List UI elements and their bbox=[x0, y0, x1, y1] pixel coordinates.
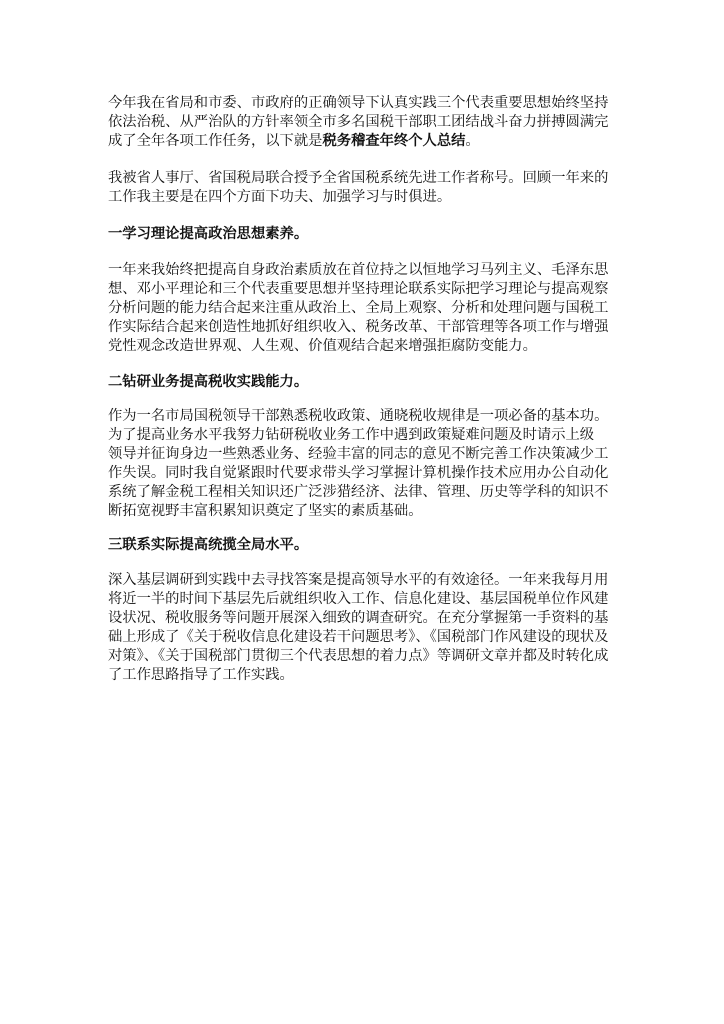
text-line: 一年来我始终把提高自身政治素质放在首位持之以恒地学习马列主义、毛泽东思 bbox=[108, 262, 609, 278]
text-line: 我被省人事厅、省国税局联合授予全省国税系统先进工作者称号。回顾一年来的 bbox=[108, 170, 609, 186]
paragraph-2 bbox=[108, 169, 620, 207]
text-line: 础上形成了《关于税收信息化建设若干问题思考》、《国税部门作风建设的现状及 bbox=[108, 629, 609, 645]
text-span: 成了全年各项工作任务，以下就是 bbox=[108, 133, 323, 149]
text-line: 了工作思路指导了工作实践。 bbox=[108, 667, 294, 683]
heading-text: 二钻研业务提高税收实践能力。 bbox=[108, 374, 309, 390]
section-2-body bbox=[108, 407, 620, 521]
text-line: 设状况、税收服务等问题开展深入细致的调查研究。在充分掌握第一手资料的基 bbox=[108, 610, 609, 626]
section-1-body bbox=[108, 261, 620, 356]
text-line: 断拓宽视野丰富积累知识奠定了坚实的素质基础。 bbox=[108, 503, 423, 519]
document-title-emphasis: 税务稽查年终个人总结 bbox=[322, 133, 466, 149]
text-line: 依法治税、从严治队的方针率领全市多名国税干部职工团结战斗奋力拼搏圆满完 bbox=[108, 114, 609, 130]
intro-paragraph bbox=[108, 94, 620, 151]
section-1-heading bbox=[108, 225, 620, 244]
text-line: 对策》、《关于国税部门贯彻三个代表思想的着力点》等调研文章并都及时转化成 bbox=[108, 648, 609, 664]
text-line: 作实际结合起来创造性地抓好组织收入、税务改革、干部管理等各项工作与增强 bbox=[108, 319, 609, 335]
heading-text: 一学习理论提高政治思想素养。 bbox=[108, 226, 309, 242]
text-line: 党性观念改造世界观、人生观、价值观结合起来增强拒腐防变能力。 bbox=[108, 338, 537, 354]
text-line: 分析问题的能力结合起来注重从政治上、全局上观察、分析和处理问题与国税工 bbox=[108, 300, 609, 316]
text-line: 领导并征询身边一些熟悉业务、经验丰富的同志的意见不断完善工作决策减少工 bbox=[108, 446, 609, 462]
text-line: 系统了解金税工程相关知识还广泛涉猎经济、法律、管理、历史等学科的知识不 bbox=[108, 484, 609, 500]
section-3-body bbox=[108, 571, 620, 685]
text-line: 为了提高业务水平我努力钻研税收业务工作中遇到政策疑难问题及时请示上级 bbox=[108, 427, 595, 443]
text-line: 今年我在省局和市委、市政府的正确领导下认真实践三个代表重要思想始终坚持 bbox=[108, 95, 609, 111]
heading-text: 三联系实际提高统揽全局水平。 bbox=[108, 537, 309, 553]
text-line: 想、邓小平理论和三个代表重要思想并坚持理论联系实际把学习理论与提高观察 bbox=[108, 281, 609, 297]
text-line: 工作我主要是在四个方面下功夫、加强学习与时俱进。 bbox=[108, 189, 452, 205]
text-line: 将近一半的时间下基层先后就组织收入工作、信息化建设、基层国税单位作风建 bbox=[108, 591, 609, 607]
text-span: 。 bbox=[465, 133, 480, 149]
text-line: 作为一名市局国税领导干部熟悉税收政策、通晓税收规律是一项必备的基本功。 bbox=[108, 408, 609, 424]
text-line: 作失误。同时我自觉紧跟时代要求带头学习掌握计算机操作技术应用办公自动化 bbox=[108, 465, 609, 481]
section-2-heading bbox=[108, 373, 620, 392]
section-3-heading bbox=[108, 536, 620, 555]
text-line: 深入基层调研到实践中去寻找答案是提高领导水平的有效途径。一年来我每月用 bbox=[108, 572, 609, 588]
text-line bbox=[108, 132, 620, 151]
